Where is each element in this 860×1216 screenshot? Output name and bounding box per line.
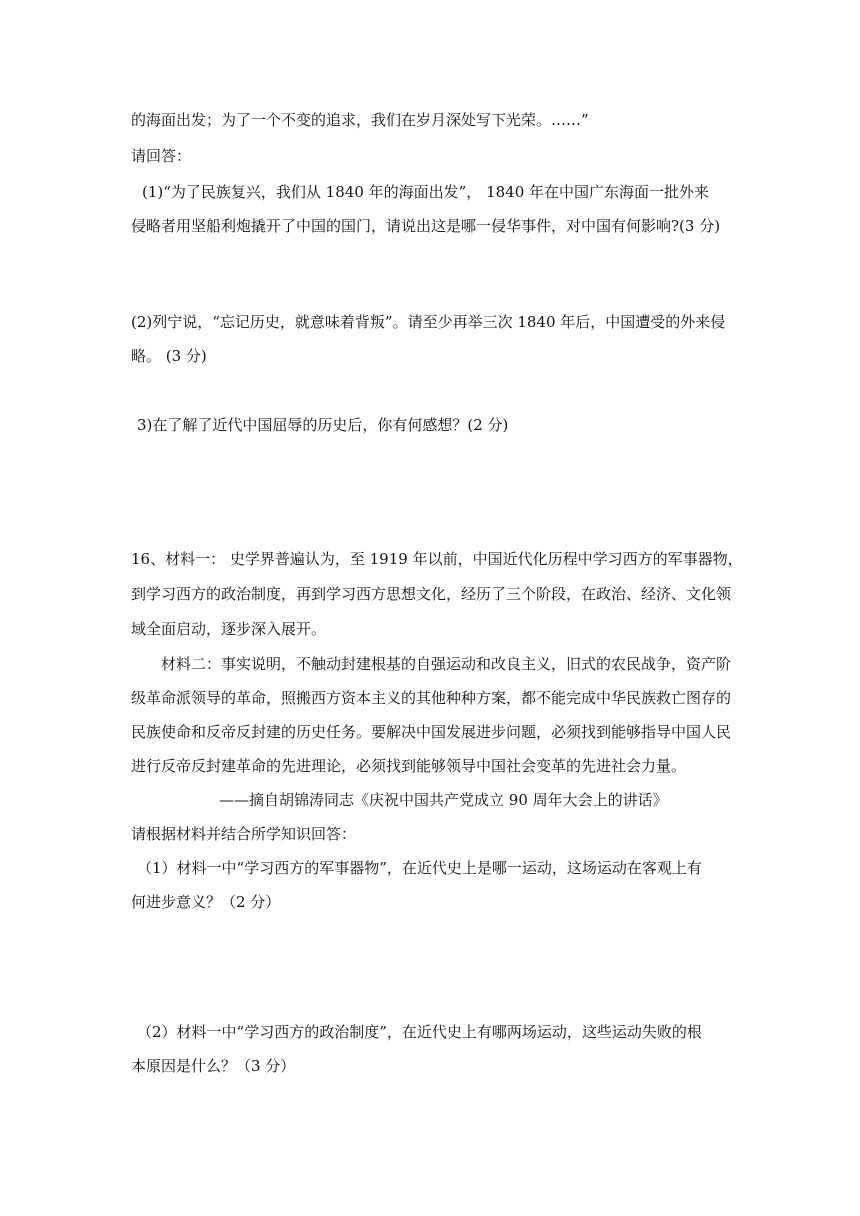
q15-part1-line2: 侵略者用坚船利炮撬开了中国的国门，请说出这是哪一侵华事件，对中国有何影响?(3 分) (131, 217, 721, 235)
answer-prompt: 请回答： (131, 147, 192, 165)
carryover-text: 的海面出发；为了一个不变的追求，我们在岁月深处写下光荣。……” (131, 111, 589, 129)
q16-material1-line1: 16、材料一： 史学界普遍认为，至 1919 年以前，中国近代化历程中学习西方的军事器物， (131, 550, 743, 568)
q15-part2-line2: 略。 (3 分) (131, 347, 207, 365)
q15-part3-line1: 3)在了解了近代中国屈辱的历史后，你有何感想？(2 分) (137, 416, 509, 434)
q15-part1-line1: (1)“为了民族复兴，我们从 1840 年的海面出发”， 1840 年在中国广东海面一批外来 (142, 183, 710, 201)
q16-material2-line2: 级革命派领导的革命，照搬西方资本主义的其他种种方案，都不能完成中华民族救亡图存的 (131, 689, 732, 707)
q16-answer-prompt: 请根据材料并结合所学知识回答： (131, 825, 357, 843)
q16-source-citation: ——摘自胡锦涛同志《庆祝中国共产党成立 90 周年大会上的讲话》 (219, 791, 668, 809)
q16-material2-line4: 进行反帝反封建革命的先进理论，必须找到能够领导中国社会变革的先进社会力量。 (131, 757, 687, 775)
q16-material2-line1: 材料二：事实说明，不触动封建根基的自强运动和改良主义，旧式的农民战争，资产阶 (161, 655, 732, 673)
q16-part2-line1: （2）材料一中“学习西方的政治制度”，在近代史上有哪两场运动，这些运动失败的根 (137, 1023, 702, 1041)
q16-part1-line2: 何进步意义？（2 分） (131, 893, 281, 911)
q16-material1-line3: 域全面启动，逐步深入展开。 (131, 620, 327, 638)
q16-part1-line1: （1）材料一中“学习西方的军事器物”，在近代史上是哪一运动，这场运动在客观上有 (137, 859, 702, 877)
q16-material1-line2: 到学习西方的政治制度，再到学习西方思想文化，经历了三个阶段，在政治、经济、文化领 (131, 585, 732, 603)
q15-part2-line1: (2)列宁说，“忘记历史，就意味着背叛”。请至少再举三次 1840 年后，中国遭受的外来侵 (131, 313, 726, 331)
q16-part2-line2: 本原因是什么？（3 分） (131, 1057, 296, 1075)
q16-material2-line3: 民族使命和反帝反封建的历史任务。要解决中国发展进步问题，必须找到能够指导中国人民 (131, 723, 732, 741)
